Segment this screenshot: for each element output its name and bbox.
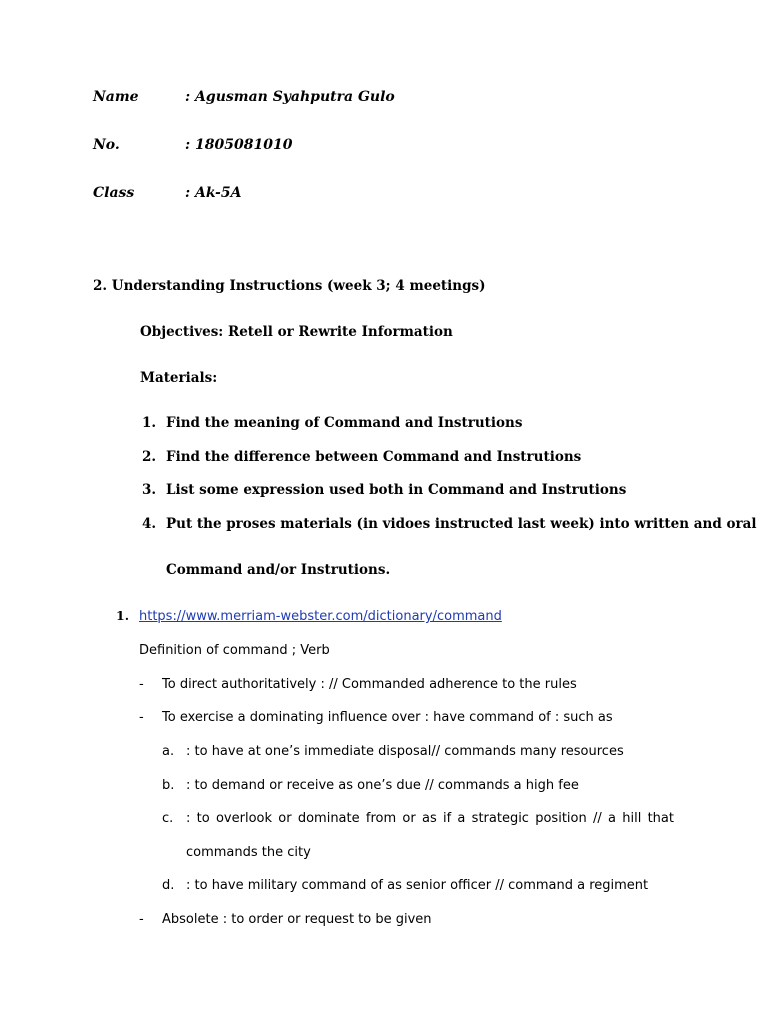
materials-label: Materials: bbox=[140, 370, 218, 386]
materials-item: Put the proses materials (in vidoes instructed last week) into written and oral bbox=[166, 516, 757, 532]
materials-item-number: 4. bbox=[142, 516, 157, 532]
class-value: : Ak-5A bbox=[185, 185, 242, 201]
name-value: : Agusman Syahputra Gulo bbox=[185, 89, 395, 105]
sub-item: : to demand or receive as one’s due // commands a high fee bbox=[186, 778, 579, 793]
bullet-dash: - bbox=[139, 710, 144, 725]
definition-bullet: To exercise a dominating influence over : have command of : such as bbox=[162, 710, 613, 725]
materials-item-number: 1. bbox=[142, 415, 157, 431]
class-label: Class bbox=[93, 185, 135, 201]
materials-item-continuation: Command and/or Instrutions. bbox=[166, 562, 391, 578]
name-label: Name bbox=[93, 89, 139, 105]
materials-item: List some expression used both in Command and Instrutions bbox=[166, 482, 627, 498]
section-title: 2. Understanding Instructions (week 3; 4 meetings) bbox=[93, 278, 486, 294]
definition-bullet: To direct authoritatively : // Commanded adherence to the rules bbox=[162, 677, 577, 692]
sub-item-letter: d. bbox=[162, 878, 175, 893]
sub-item: : to have at one’s immediate disposal// commands many resources bbox=[186, 744, 624, 759]
materials-item: Find the meaning of Command and Instrutions bbox=[166, 415, 523, 431]
sub-item-continuation: commands the city bbox=[186, 845, 311, 860]
objectives-line: Objectives: Retell or Rewrite Information bbox=[140, 324, 453, 340]
sub-item: : to have military command of as senior officer // command a regiment bbox=[186, 878, 649, 893]
sub-item-letter: c. bbox=[162, 811, 174, 826]
sub-item: : to overlook or dominate from or as if a strategic position // a hill that bbox=[186, 811, 674, 826]
sub-item-letter: b. bbox=[162, 778, 175, 793]
number-value: : 1805081010 bbox=[185, 137, 293, 153]
materials-item-number: 3. bbox=[142, 482, 157, 498]
definition-bullet: Absolete : to order or request to be given bbox=[162, 912, 432, 927]
number-label: No. bbox=[93, 137, 120, 153]
bullet-dash: - bbox=[139, 677, 144, 692]
materials-item: Find the difference between Command and Instrutions bbox=[166, 449, 582, 465]
materials-item-number: 2. bbox=[142, 449, 157, 465]
definition-heading: Definition of command ; Verb bbox=[139, 643, 330, 658]
merriam-webster-link[interactable]: https://www.merriam-webster.com/dictionary/command bbox=[139, 609, 502, 624]
sub-item-letter: a. bbox=[162, 744, 175, 759]
answer-number: 1. bbox=[116, 608, 130, 623]
bullet-dash: - bbox=[139, 912, 144, 927]
